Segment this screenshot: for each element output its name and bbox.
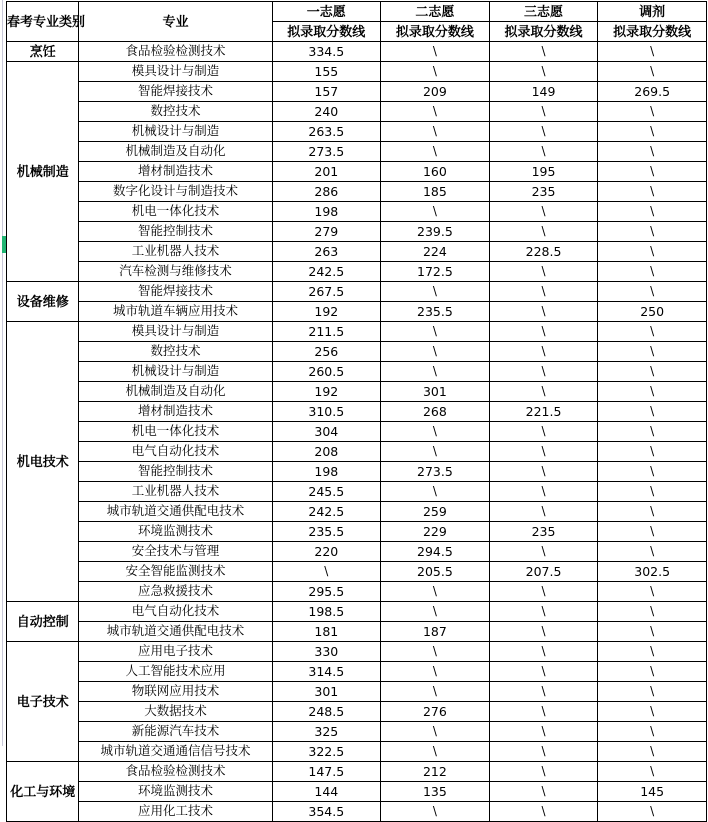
score-cell: 235 [489,522,598,542]
score-cell: \ [598,362,707,382]
score-cell: \ [598,802,707,822]
table-row [7,542,707,562]
major-cell: 汽车检测与维修技术 [79,262,272,282]
table-row [7,602,707,622]
score-cell: \ [598,162,707,182]
table-row [7,122,707,142]
category-cell: 自动控制 [7,602,79,642]
header-group-transfer: 调剂 [598,2,707,22]
score-cell: \ [381,802,490,822]
major-cell: 应用电子技术 [79,642,272,662]
header-group-third-choice: 三志愿 [489,2,598,22]
score-cell: \ [489,742,598,762]
score-cell: \ [598,222,707,242]
score-cell: \ [598,542,707,562]
score-cell: 235.5 [381,302,490,322]
score-cell: 256 [272,342,381,362]
major-cell: 智能控制技术 [79,222,272,242]
score-cell: 286 [272,182,381,202]
table-row [7,402,707,422]
major-cell: 安全智能监测技术 [79,562,272,582]
score-cell: \ [489,782,598,802]
header-group-first-choice: 一志愿 [272,2,381,22]
score-cell: \ [381,722,490,742]
sheet-gutter-line [2,0,3,746]
score-cell: \ [489,422,598,442]
score-cell: 268 [381,402,490,422]
score-cell: 330 [272,642,381,662]
major-cell: 应用化工技术 [79,802,272,822]
major-cell: 食品检验检测技术 [79,762,272,782]
score-cell: \ [598,742,707,762]
table-row [7,62,707,82]
table-row [7,682,707,702]
score-cell: 145 [598,782,707,802]
table-row [7,182,707,202]
score-cell: \ [489,482,598,502]
major-cell: 环境监测技术 [79,522,272,542]
score-cell: 322.5 [272,742,381,762]
score-cell: \ [598,62,707,82]
score-cell: \ [489,322,598,342]
score-cell: \ [598,582,707,602]
category-cell: 化工与环境 [7,762,79,822]
table-row [7,782,707,802]
score-cell: 201 [272,162,381,182]
score-cell: \ [598,422,707,442]
header-group-second-choice: 二志愿 [381,2,490,22]
score-cell: \ [598,182,707,202]
score-cell: 263 [272,242,381,262]
score-cell: \ [489,642,598,662]
table-row [7,302,707,322]
score-cell: 240 [272,102,381,122]
major-cell: 城市轨道交通通信信号技术 [79,742,272,762]
score-cell: \ [381,322,490,342]
score-cell: 263.5 [272,122,381,142]
major-cell: 增材制造技术 [79,162,272,182]
major-cell: 电气自动化技术 [79,602,272,622]
score-cell: 310.5 [272,402,381,422]
score-cell: \ [381,202,490,222]
score-cell: \ [489,622,598,642]
score-cell: 172.5 [381,262,490,282]
major-cell: 机械设计与制造 [79,362,272,382]
table-row [7,262,707,282]
score-cell: 192 [272,302,381,322]
score-cell: \ [272,562,381,582]
score-cell: \ [489,282,598,302]
score-cell: \ [381,282,490,302]
header-row-groups [7,2,707,22]
score-cell: 228.5 [489,242,598,262]
score-cell: 155 [272,62,381,82]
score-cell: \ [381,342,490,362]
table-row [7,142,707,162]
score-cell: \ [598,462,707,482]
score-cell: 229 [381,522,490,542]
major-cell: 机械制造及自动化 [79,382,272,402]
score-cell: \ [598,322,707,342]
major-cell: 机电一体化技术 [79,422,272,442]
score-cell: 224 [381,242,490,262]
major-cell: 智能焊接技术 [79,282,272,302]
major-cell: 人工智能技术应用 [79,662,272,682]
header-major: 专业 [79,2,272,42]
table-body [7,42,707,822]
major-cell: 安全技术与管理 [79,542,272,562]
score-cell: \ [598,262,707,282]
score-cell: 276 [381,702,490,722]
score-cell: 260.5 [272,362,381,382]
score-cell: \ [489,762,598,782]
score-cell: \ [381,742,490,762]
score-cell: 198 [272,462,381,482]
category-cell: 烹饪 [7,42,79,62]
category-cell: 电子技术 [7,642,79,762]
table-row [7,642,707,662]
score-cell: \ [598,282,707,302]
score-cell: \ [598,762,707,782]
major-cell: 模具设计与制造 [79,322,272,342]
major-cell: 工业机器人技术 [79,482,272,502]
table-row [7,42,707,62]
score-cell: 273.5 [272,142,381,162]
score-cell: \ [489,682,598,702]
score-cell: 149 [489,82,598,102]
score-cell: 235.5 [272,522,381,542]
major-cell: 数控技术 [79,342,272,362]
score-cell: 302.5 [598,562,707,582]
table-row [7,622,707,642]
table-row [7,382,707,402]
score-cell: 198 [272,202,381,222]
score-cell: \ [489,362,598,382]
score-cell: \ [598,442,707,462]
score-cell: \ [381,662,490,682]
score-cell: 273.5 [381,462,490,482]
table-row [7,362,707,382]
score-cell: 221.5 [489,402,598,422]
major-cell: 大数据技术 [79,702,272,722]
table-row [7,502,707,522]
table-row [7,442,707,462]
score-cell: 245.5 [272,482,381,502]
score-cell: \ [489,262,598,282]
score-cell: 259 [381,502,490,522]
major-cell: 城市轨道交通供配电技术 [79,502,272,522]
score-cell: 301 [272,682,381,702]
score-cell: \ [489,122,598,142]
score-cell: 209 [381,82,490,102]
score-cell: \ [598,702,707,722]
category-cell: 机械制造 [7,62,79,282]
score-cell: \ [489,722,598,742]
major-cell: 工业机器人技术 [79,242,272,262]
score-cell: \ [598,402,707,422]
score-cell: \ [598,502,707,522]
major-cell: 机电一体化技术 [79,202,272,222]
major-cell: 城市轨道车辆应用技术 [79,302,272,322]
header-sub-transfer: 拟录取分数线 [598,22,707,42]
score-cell: 211.5 [272,322,381,342]
score-cell: 325 [272,722,381,742]
score-cell: 212 [381,762,490,782]
score-cell: \ [381,602,490,622]
score-cell: 208 [272,442,381,462]
score-cell: \ [598,242,707,262]
score-cell: \ [598,622,707,642]
score-cell: \ [381,642,490,662]
score-cell: 198.5 [272,602,381,622]
table-row [7,562,707,582]
score-cell: \ [489,62,598,82]
score-cell: \ [598,662,707,682]
table-row [7,322,707,342]
score-cell: \ [598,602,707,622]
score-cell: \ [598,642,707,662]
table-row [7,462,707,482]
score-cell: \ [489,602,598,622]
table-row [7,702,707,722]
score-cell: \ [381,62,490,82]
table-row [7,82,707,102]
table-row [7,522,707,542]
score-cell: \ [489,302,598,322]
score-cell: \ [381,482,490,502]
table-row [7,342,707,362]
score-cell: \ [489,542,598,562]
score-cell: \ [598,382,707,402]
score-cell: 135 [381,782,490,802]
major-cell: 食品检验检测技术 [79,42,272,62]
score-cell: \ [598,682,707,702]
table-row [7,582,707,602]
score-cell: \ [489,382,598,402]
table-row [7,482,707,502]
score-cell: \ [489,102,598,122]
score-cell: 207.5 [489,562,598,582]
major-cell: 应急救援技术 [79,582,272,602]
score-cell: \ [381,362,490,382]
score-cell: 250 [598,302,707,322]
category-cell: 机电技术 [7,322,79,602]
score-cell: 185 [381,182,490,202]
score-cell: \ [598,42,707,62]
score-cell: 248.5 [272,702,381,722]
major-cell: 环境监测技术 [79,782,272,802]
score-cell: 144 [272,782,381,802]
score-cell: 147.5 [272,762,381,782]
header-sub-second-choice: 拟录取分数线 [381,22,490,42]
score-cell: 205.5 [381,562,490,582]
score-cell: 242.5 [272,262,381,282]
score-cell: \ [381,442,490,462]
table-row [7,202,707,222]
score-cell: 220 [272,542,381,562]
score-cell: \ [489,702,598,722]
score-cell: 314.5 [272,662,381,682]
score-cell: 334.5 [272,42,381,62]
score-cell: 269.5 [598,82,707,102]
table-row [7,242,707,262]
score-cell: \ [598,342,707,362]
major-cell: 城市轨道交通供配电技术 [79,622,272,642]
major-cell: 物联网应用技术 [79,682,272,702]
score-cell: \ [381,142,490,162]
score-cell: 279 [272,222,381,242]
score-cell: 235 [489,182,598,202]
score-cell: \ [489,582,598,602]
header-sub-first-choice: 拟录取分数线 [272,22,381,42]
table-row [7,222,707,242]
major-cell: 电气自动化技术 [79,442,272,462]
score-cell: \ [598,482,707,502]
major-cell: 数控技术 [79,102,272,122]
major-cell: 新能源汽车技术 [79,722,272,742]
table-row [7,282,707,302]
table-header [7,2,707,42]
score-cell: 295.5 [272,582,381,602]
score-cell: 187 [381,622,490,642]
score-cell: \ [381,582,490,602]
major-cell: 增材制造技术 [79,402,272,422]
score-cell: \ [381,102,490,122]
table-row [7,662,707,682]
table-row [7,802,707,822]
score-cell: 192 [272,382,381,402]
score-cell: \ [598,202,707,222]
score-cell: 157 [272,82,381,102]
score-cell: 354.5 [272,802,381,822]
score-cell: \ [489,502,598,522]
major-cell: 智能焊接技术 [79,82,272,102]
score-cell: 160 [381,162,490,182]
score-cell: \ [381,122,490,142]
score-cell: 301 [381,382,490,402]
score-cell: \ [489,42,598,62]
table-row [7,762,707,782]
score-cell: \ [489,662,598,682]
score-cell: 267.5 [272,282,381,302]
category-cell: 设备维修 [7,282,79,322]
major-cell: 数字化设计与制造技术 [79,182,272,202]
admission-score-table [6,1,707,822]
major-cell: 模具设计与制造 [79,62,272,82]
major-cell: 机械设计与制造 [79,122,272,142]
score-cell: 181 [272,622,381,642]
table-row [7,422,707,442]
score-cell: \ [489,462,598,482]
score-cell: \ [598,142,707,162]
score-cell: \ [489,442,598,462]
header-category: 春考专业类别 [7,2,79,42]
score-cell: 242.5 [272,502,381,522]
table-row [7,742,707,762]
score-cell: \ [381,682,490,702]
header-sub-third-choice: 拟录取分数线 [489,22,598,42]
score-cell: 304 [272,422,381,442]
score-cell: \ [381,42,490,62]
score-cell: \ [598,722,707,742]
score-cell: \ [381,422,490,442]
score-cell: \ [489,342,598,362]
major-cell: 机械制造及自动化 [79,142,272,162]
score-cell: 195 [489,162,598,182]
table-row [7,722,707,742]
score-cell: \ [598,102,707,122]
score-cell: \ [489,142,598,162]
score-cell: 239.5 [381,222,490,242]
table-row [7,102,707,122]
major-cell: 智能控制技术 [79,462,272,482]
score-cell: \ [489,802,598,822]
score-cell: \ [489,202,598,222]
table-row [7,162,707,182]
score-cell: 294.5 [381,542,490,562]
score-cell: \ [598,122,707,142]
score-cell: \ [489,222,598,242]
score-cell: \ [598,522,707,542]
